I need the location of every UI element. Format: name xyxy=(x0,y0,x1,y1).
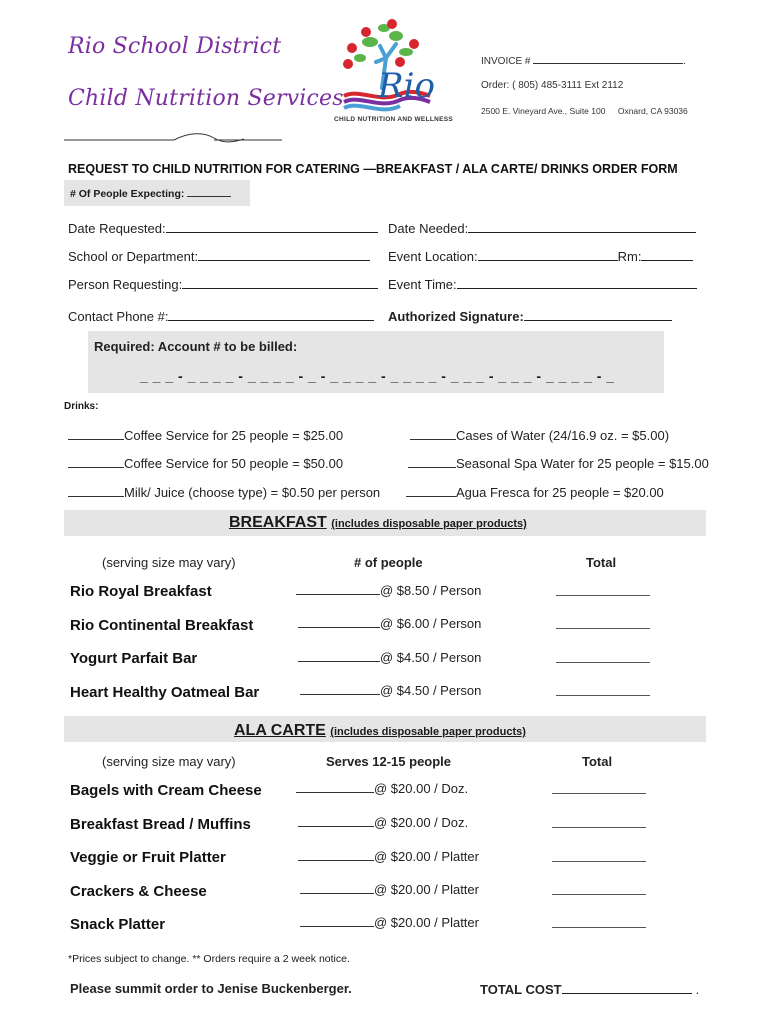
logo-tagline: CHILD NUTRITION AND WELLNESS xyxy=(334,116,454,123)
alacarte-col-people: Serves 12-15 people xyxy=(326,754,452,769)
drink-qty-field[interactable] xyxy=(406,485,456,497)
drink-item-left-2: Coffee Service for 50 people = $50.00 xyxy=(68,456,343,471)
flourish-divider xyxy=(64,130,284,146)
drink-item-right-3: Agua Fresca for 25 people = $20.00 xyxy=(406,485,664,500)
alacarte-item-name: Crackers & Cheese xyxy=(70,883,207,900)
logo xyxy=(330,18,460,128)
contact-phone-field[interactable] xyxy=(168,308,374,321)
alacarte-item-name: Snack Platter xyxy=(70,916,166,933)
total-field[interactable] xyxy=(556,627,650,629)
quantity-field[interactable] xyxy=(298,815,374,827)
breakfast-item-name: Yogurt Parfait Bar xyxy=(70,650,198,667)
account-number-field[interactable]: _ _ _ - _ _ _ _ - _ _ _ _ - _ - _ _ _ _ - _ _ _ _ - _ _ _ - _ _ _ - _ _ _ _ - _ xyxy=(140,368,615,384)
drink-item-left-3: Milk/ Juice (choose type) = $0.50 per person xyxy=(68,485,380,500)
event-location-field[interactable] xyxy=(478,248,618,261)
district-title: Rio School District xyxy=(68,34,282,59)
breakfast-col-total: Total xyxy=(586,555,617,570)
alacarte-item-name: Veggie or Fruit Platter xyxy=(70,849,226,866)
total-field[interactable] xyxy=(552,860,646,862)
invoice-field[interactable] xyxy=(533,52,683,64)
total-field[interactable] xyxy=(556,661,650,663)
breakfast-item-row: @ $4.50 / Person xyxy=(298,650,481,665)
drink-qty-field[interactable] xyxy=(410,428,456,440)
people-count-field[interactable] xyxy=(298,616,380,628)
alacarte-item-name: Breakfast Bread / Muffins xyxy=(70,816,251,833)
address: 2500 E. Vineyard Ave., Suite 100 Oxnard, CA 93036 xyxy=(481,106,688,116)
account-required-label: Required: Account # to be billed: xyxy=(94,339,298,354)
date-needed-field[interactable] xyxy=(468,220,696,233)
people-count-field[interactable] xyxy=(300,683,380,695)
total-field[interactable] xyxy=(552,792,646,794)
breakfast-item-row: @ $4.50 / Person xyxy=(300,683,481,698)
drink-item-right-2: Seasonal Spa Water for 25 people = $15.00 xyxy=(408,456,709,471)
prices-note: *Prices subject to change. ** Orders require a 2 week notice. xyxy=(68,953,350,965)
room-field[interactable] xyxy=(641,248,693,261)
contact-phone-row: Contact Phone #: xyxy=(68,308,374,324)
people-expecting-row: # Of People Expecting: xyxy=(70,186,231,200)
order-phone: Order: ( 805) 485-3111 Ext 2112 xyxy=(481,80,624,91)
breakfast-item-name: Heart Healthy Oatmeal Bar xyxy=(70,684,260,701)
alacarte-item-name: Bagels with Cream Cheese xyxy=(70,782,262,799)
breakfast-item-row: @ $8.50 / Person xyxy=(296,583,481,598)
total-field[interactable] xyxy=(552,893,646,895)
breakfast-col-people: # of people xyxy=(354,555,423,570)
alacarte-item-row: @ $20.00 / Platter xyxy=(300,915,479,930)
authorized-signature-row: Authorized Signature: xyxy=(388,308,672,324)
quantity-field[interactable] xyxy=(296,781,374,793)
people-count-field[interactable] xyxy=(296,583,380,595)
submit-note: Please summit order to Jenise Buckenberger. xyxy=(70,981,352,996)
drink-qty-field[interactable] xyxy=(68,428,124,440)
total-cost-row: TOTAL COST . xyxy=(480,982,700,997)
quantity-field[interactable] xyxy=(300,882,374,894)
people-expecting-field[interactable] xyxy=(187,186,231,197)
event-time-field[interactable] xyxy=(457,276,697,289)
date-requested-field[interactable] xyxy=(166,220,378,233)
drinks-label: Drinks: xyxy=(64,401,99,412)
event-location-row: Event Location: Rm: xyxy=(388,248,693,264)
quantity-field[interactable] xyxy=(300,915,374,927)
person-requesting-field[interactable] xyxy=(182,276,378,289)
total-field[interactable] xyxy=(552,826,646,828)
event-time-row: Event Time: xyxy=(388,276,697,292)
breakfast-item-row: @ $6.00 / Person xyxy=(298,616,481,631)
alacarte-item-row: @ $20.00 / Platter xyxy=(298,849,479,864)
authorized-signature-field[interactable] xyxy=(524,308,672,321)
breakfast-heading: BREAKFAST (includes disposable paper products) xyxy=(229,514,527,531)
quantity-field[interactable] xyxy=(298,849,374,861)
total-field[interactable] xyxy=(552,926,646,928)
alacarte-col-total: Total xyxy=(582,754,613,769)
total-field[interactable] xyxy=(556,594,650,596)
school-dept-field[interactable] xyxy=(198,248,370,261)
alacarte-item-row: @ $20.00 / Platter xyxy=(300,882,479,897)
breakfast-item-name: Rio Royal Breakfast xyxy=(70,583,212,600)
invoice-row: INVOICE # . xyxy=(481,52,686,67)
form-title: REQUEST TO CHILD NUTRITION FOR CATERING —BREAKFAST / ALA CARTE/ DRINKS ORDER FORM xyxy=(68,162,678,176)
alacarte-serving-note: (serving size may vary) xyxy=(102,754,236,769)
total-cost-field[interactable] xyxy=(562,981,692,994)
breakfast-item-name: Rio Continental Breakfast xyxy=(70,617,254,634)
people-count-field[interactable] xyxy=(298,650,380,662)
drink-qty-field[interactable] xyxy=(68,456,124,468)
date-needed-row: Date Needed: xyxy=(388,220,696,236)
school-dept-row: School or Department: xyxy=(68,248,370,264)
date-requested-row: Date Requested: xyxy=(68,220,378,236)
drink-item-left-1: Coffee Service for 25 people = $25.00 xyxy=(68,428,343,443)
breakfast-serving-note: (serving size may vary) xyxy=(102,555,236,570)
person-requesting-row: Person Requesting: xyxy=(68,276,378,292)
drink-qty-field[interactable] xyxy=(408,456,456,468)
alacarte-item-row: @ $20.00 / Doz. xyxy=(298,815,468,830)
department-title: Child Nutrition Services xyxy=(68,86,344,111)
logo-text: Rio xyxy=(378,66,435,106)
alacarte-item-row: @ $20.00 / Doz. xyxy=(296,781,468,796)
alacarte-heading: ALA CARTE (includes disposable paper products) xyxy=(234,722,526,739)
drink-qty-field[interactable] xyxy=(68,485,124,497)
total-field[interactable] xyxy=(556,694,650,696)
drink-item-right-1: Cases of Water (24/16.9 oz. = $5.00) xyxy=(410,428,669,443)
